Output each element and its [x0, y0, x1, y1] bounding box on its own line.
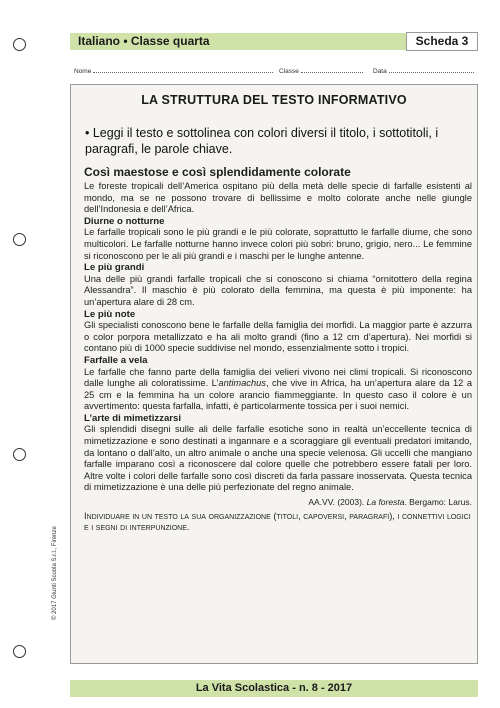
reading-title: Così maestose e così splendidamente colorate: [84, 165, 351, 179]
section-heading: L’arte di mimetizzarsi: [84, 412, 182, 424]
section-heading: Le più note: [84, 308, 136, 320]
date-label: Data: [373, 68, 387, 75]
header-bar: [70, 33, 478, 50]
section-paragraph: Gli splendidi disegni sulle ali delle farfalle esotiche sono in realtà un’eccellente tecnica di mimetizzazione e sono destinati a ingannare e a scoraggiare gli eventuali predatori imitando, da lontano o dall’alto, un altro animale o anche una specie velenosa. Gli uccelli che mangiano farfalle imparano così a riconoscere dal colore quelle che potrebbero essere fatali per loro. Altre volte i colori delle farfalle sono così discreti da farla passare inosservata. Questa tecnica di mimetizzazione è una delle più perfezionate del regno animale.: [84, 424, 472, 493]
binder-hole-2: [13, 233, 26, 246]
footer-bar: La Vita Scolastica - n. 8 - 2017: [70, 680, 478, 697]
section-paragraph: Una delle più grandi farfalle tropicali che si conoscono si chiama “ornitottero della regina Alessandra”. Il maschio è più colorato della femmina, ma questa è più imponente: ha un’apertura alare di 28 cm.: [84, 273, 472, 307]
name-field[interactable]: [74, 67, 273, 75]
section-paragraph: Le farfalle che fanno parte della famiglia dei velieri vivono nei climi tropicali. Si riconoscono dalle lunghe ali coloratissime. L’antimachus, che vive in Africa, ha un’apertura alare da 12 a 25 cm e la femmina ha un colore arancio fiammeggiante. In questo caso il colore è un avvertimento: questa farfalla, infatti, è particolarmente tossica per i suoi nemici.: [84, 366, 472, 412]
sheet-number: Scheda 3: [406, 32, 478, 51]
subject-label: Italiano • Classe quarta: [78, 34, 210, 48]
worksheet-box: [70, 84, 478, 664]
section-paragraph: Le farfalle tropicali sono le più grandi e le più colorate, soprattutto le farfalle diurne, che sono multicolori. Le farfalle notturne hanno invece colori più sobri: bruno, grigio, nero... Le femmine si riconoscono per le ali più grandi e i maschi per le lunghe antenne.: [84, 227, 472, 261]
binder-hole-3: [13, 448, 26, 461]
date-field[interactable]: [373, 67, 474, 75]
binder-hole-1: [13, 38, 26, 51]
class-label: Classe: [279, 68, 299, 75]
species-name: antimachus: [218, 378, 266, 389]
name-label: Nome: [74, 68, 92, 75]
reading-text: [84, 165, 472, 534]
section-paragraph: Gli specialisti conoscono bene le farfalle della famiglia dei morfidi. La maggior parte è azzurra o color porpora metallizzato e ha ali molto grandi (fino a 12 cm d’apertura). Nei morfidi si contano più di 1000 specie suddivise nel mondo, essenzialmente sotto i tropici.: [84, 320, 472, 354]
reading-intro: Le foreste tropicali dell’America ospitano più della metà delle specie di farfalle esistenti al mondo, ma se ne possono trovare di bellissime e molto colorate anche nelle giungle dell’Indonesia e dell’Africa.: [84, 181, 472, 215]
section-heading: Farfalle a vela: [84, 354, 148, 366]
source-citation: AA.VV. (2003). La foresta. Bergamo: Larus.: [308, 497, 472, 508]
binder-hole-4: [13, 645, 26, 658]
class-field[interactable]: [279, 67, 363, 75]
copyright-notice: © 2017 Giunti Scuola S.r.l., Firenze: [52, 526, 58, 620]
page-title: LA STRUTTURA DEL TESTO INFORMATIVO: [141, 93, 407, 107]
section-heading: Diurne o notturne: [84, 215, 165, 227]
section-heading: Le più grandi: [84, 262, 145, 274]
instruction-text: • Leggi il testo e sottolinea con colori diversi il titolo, i sottotitoli, i paragrafi, le parole chiave.: [85, 126, 439, 156]
task-objective: Individuare in un testo la sua organizzazione (titoli, capoversi, paragrafi), i connettivi logici e i segni di interpunzione.: [84, 510, 471, 533]
